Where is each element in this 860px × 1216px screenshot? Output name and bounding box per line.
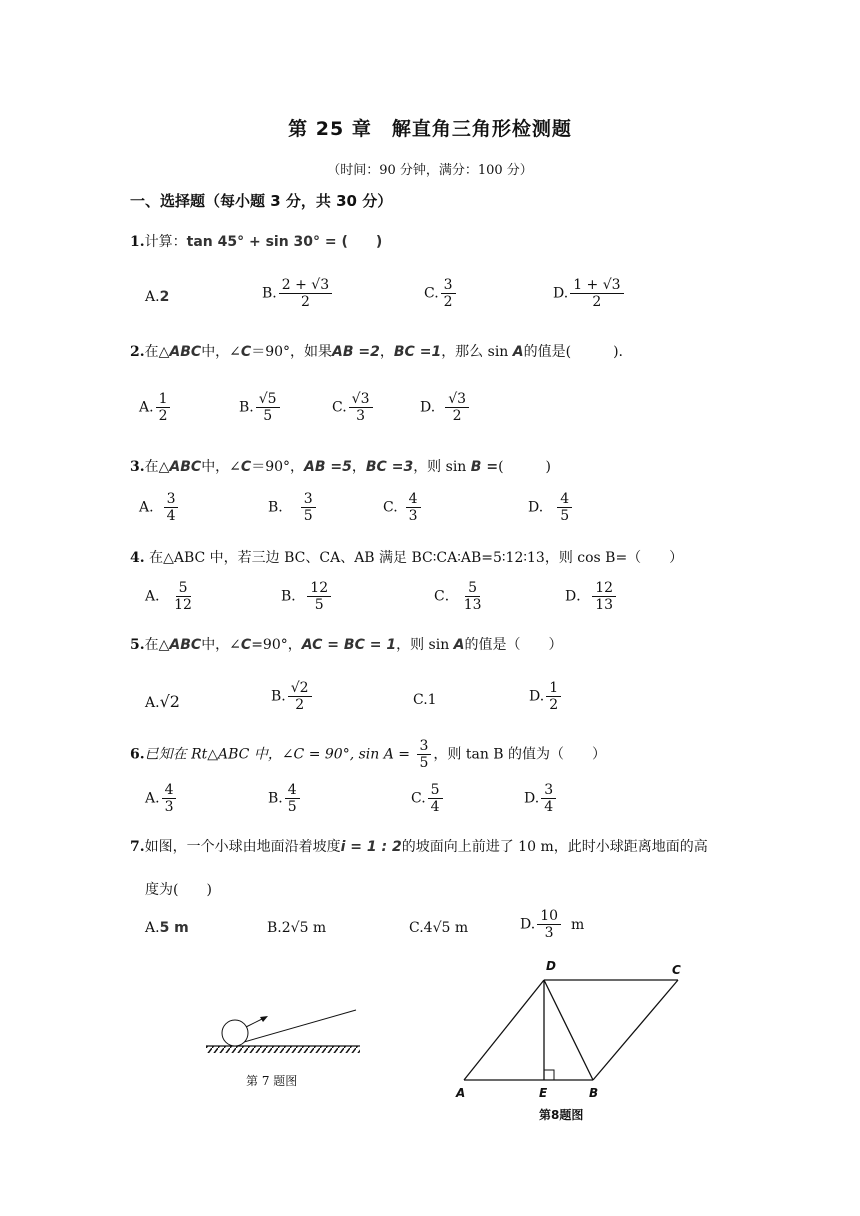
q1-option-c[interactable]: C. $\frac{3}{2}$ [424,277,458,310]
q2-option-b[interactable]: B. $\frac{√5}{5}$ [239,391,282,424]
edge-ad [464,980,544,1080]
figure-7-caption: 第 7 题图 [246,1074,298,1088]
q3-option-c[interactable]: C. $\frac{4}{3}$ [383,491,423,524]
q3-option-d[interactable]: D. $\frac{4}{5}$ [528,491,574,524]
figure-7-slope-diagram [200,1000,370,1060]
q5-option-d[interactable]: D. $\frac{1}{2}$ [529,680,563,713]
point-label-d: D [546,959,556,973]
q5-option-a[interactable]: A.√2 [145,692,180,711]
section-heading: 一、选择题（每小题 3 分，共 30 分） [130,192,393,210]
question-5-stem: 5.在△ABC中，∠C=90°，AC = BC = 1，则 sin A的值是（ ） [130,637,563,653]
q6-option-b[interactable]: B. $\frac{4}{5}$ [268,782,302,815]
point-label-b: B [589,1086,599,1100]
right-angle-mark [544,1070,554,1080]
point-label-e: E [539,1086,548,1100]
q5-option-b[interactable]: B. $\frac{√2}{2}$ [271,680,314,713]
question-7-stem-line2: 度为( ) [145,882,212,898]
q2-option-a[interactable]: A. $\frac{1}{2}$ [139,391,172,424]
q6-option-c[interactable]: C. $\frac{5}{4}$ [411,782,445,815]
q2-option-c[interactable]: C. $\frac{√3}{3}$ [332,391,375,424]
q4-option-d[interactable]: D． $\frac{12}{13}$ [565,580,618,613]
q3-option-b[interactable]: B. $\frac{3}{5}$ [268,491,318,524]
q7-option-b[interactable]: B.2√5 m [267,920,327,936]
q2-option-d[interactable]: D. $\frac{√3}{2}$ [420,391,471,424]
q4-option-c[interactable]: C． $\frac{5}{13}$ [434,580,482,614]
q3-option-a[interactable]: A. $\frac{3}{4}$ [139,491,180,524]
ground-hatching [206,1046,360,1053]
q5-option-c[interactable]: C.1 [413,692,437,708]
point-label-c: C [672,963,681,977]
exam-info: （时间：90 分钟，满分：100 分） [327,163,533,178]
q1-option-a[interactable]: A.2 [145,289,170,305]
q4-option-b[interactable]: B． $\frac{12}{5}$ [281,580,333,613]
edge-cb [593,980,678,1080]
q6-option-d[interactable]: D. $\frac{3}{4}$ [524,782,558,815]
figure-8-caption: 第8题图 [539,1108,584,1122]
slope-line [230,1010,356,1046]
question-4-stem: 4. 在△ABC 中，若三边 BC、CA、AB 满足 BC∶CA∶AB=5∶12∶13，则 cos B=（ ） [130,550,684,566]
q1-option-d[interactable]: D. $\frac{1 + √3}{2}$ [553,277,626,310]
page-title: 第 25 章 解直角三角形检测题 [288,118,572,140]
q7-option-c[interactable]: C.4√5 m [409,920,469,936]
point-label-a: A [456,1086,466,1100]
q7-option-d[interactable]: D. $\frac{10}{3}$ m [520,908,585,942]
figure-8-quadrilateral-diagram [450,955,710,1105]
question-3-stem: 3.在△ABC中，∠C＝90°，AB =5，BC =3，则 sin B =( ) [130,459,551,475]
ball [222,1020,248,1046]
question-1-stem: 1.计算：tan 45° + sin 30° = ( ) [130,234,383,250]
q7-option-a[interactable]: A.5 m [145,920,189,936]
q1-option-b[interactable]: B. $\frac{2 + √3}{2}$ [262,277,334,310]
question-6-stem: 6.已知在 Rt△ABC 中，∠C = 90°, sin A = $\frac{3}{5}$ ，则 tan B 的值为（ ） [130,738,607,772]
diagonal-db [544,980,593,1080]
question-7-stem-line1: 7.如图，一个小球由地面沿着坡度i = 1 : 2的坡面向上前进了 10 m，此时小球距离地面的高 [130,839,708,855]
q6-option-a[interactable]: A. $\frac{4}{3}$ [145,782,178,815]
arrow-head [260,1016,268,1022]
q4-option-a[interactable]: A． $\frac{5}{12}$ [145,580,192,614]
question-2-stem: 2.在△ABC中，∠C＝90°，如果AB =2，BC =1，那么 sin A的值是( ). [130,344,623,360]
